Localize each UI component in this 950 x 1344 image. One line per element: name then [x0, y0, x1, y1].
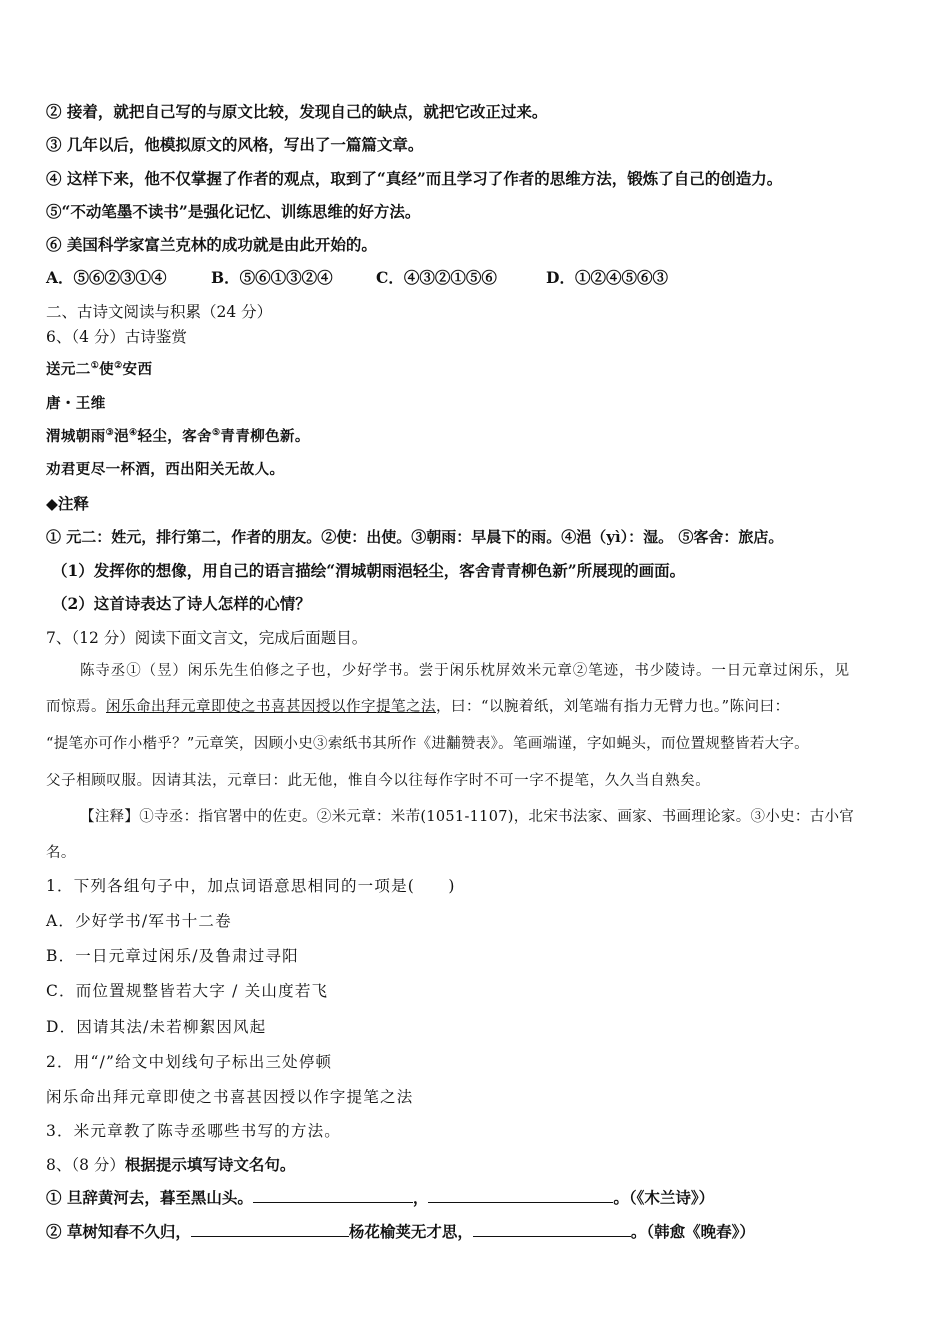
passage-line-2: 而惊焉。闲乐命出拜元章即使之书喜甚因授以作字提笔之法，曰：“以腕着纸，刘笔端有指力无臂力也。”陈问曰： [46, 699, 790, 715]
q8-line-2: ② 草树知春不久归， 杨花榆荚无才思， 。（韩愈《晚春》） [46, 1222, 755, 1241]
notes-heading: ◆注释 [46, 494, 89, 513]
q8-header: 8、（8 分）根据提示填写诗文名句。 [46, 1155, 296, 1174]
passage-line-1: 陈寺丞①（昱）闲乐先生伯修之子也，少好学书。尝于闲乐枕屏效米元章②笔迹，书少陵诗。一日元章过闲乐，见 [80, 663, 850, 679]
poem-notes: ① 元二：姓元，排行第二，作者的朋友。②使：出使。③朝雨：早晨下的雨。④浥（yì）：湿。 ⑤客舍：旅店。 [46, 528, 784, 546]
sentence-3: ③ 几年以后，他模拟原文的风格，写出了一篇篇文章。 [46, 135, 424, 154]
q7-option-c[interactable]: C．而位置规整皆若大字 / 关山度若飞 [46, 982, 329, 1000]
poem-title: 送元二①使②安西 [46, 361, 153, 378]
sentence-6: ⑥ 美国科学家富兰克林的成功就是由此开始的。 [46, 235, 377, 254]
passage-line-4: 父子相顾叹服。因请其法，元章曰：此无他，惟自今以往每作字时不可一字不提笔，久久当自熟矣。 [46, 773, 711, 789]
q7-question-2: 2．用“/”给文中划线句子标出三处停顿 [46, 1053, 333, 1071]
q8-line-1: ① 旦辞黄河去，暮至黑山头。 ， 。（《木兰诗》） [46, 1188, 715, 1207]
passage-note-1: 【注释】①寺丞：指官署中的佐吏。②米元章：米芾(1051-1107)，北宋书法家、画家、书画理论家。③小史：古小官 [80, 809, 855, 825]
q6-sub-1: （1）发挥你的想像，用自己的语言描绘“渭城朝雨浥轻尘，客舍青青柳色新”所展现的画面。 [52, 561, 686, 580]
q7-question-2-sentence: 闲乐命出拜元章即使之书喜甚因授以作字提笔之法 [46, 1088, 414, 1106]
q7-header: 7、（12 分）阅读下面文言文，完成后面题目。 [46, 629, 368, 647]
passage-note-2: 名。 [46, 845, 76, 861]
q6-header: 6、（4 分）古诗鉴赏 [46, 328, 187, 346]
fill-blank[interactable] [191, 1221, 349, 1237]
q6-sub-2: （2）这首诗表达了诗人怎样的心情？ [52, 594, 311, 613]
answer-options-row [46, 267, 668, 289]
poem-author: 唐・王维 [46, 395, 106, 412]
option-c[interactable]: C．④③②①⑤⑥ [376, 268, 497, 287]
option-b[interactable]: B．⑤⑥①③②④ [211, 268, 333, 287]
underlined-sentence: 闲乐命出拜元章即使之书喜甚因授以作字提笔之法 [106, 699, 436, 715]
fill-blank[interactable] [253, 1187, 413, 1203]
section-2-heading: 二、古诗文阅读与积累（24 分） [46, 303, 273, 321]
option-d[interactable]: D．①②④⑤⑥③ [546, 268, 668, 287]
fill-blank[interactable] [473, 1221, 631, 1237]
fill-blank[interactable] [428, 1187, 613, 1203]
poem-line-2: 劝君更尽一杯酒，西出阳关无故人。 [46, 461, 285, 478]
sentence-2: ② 接着，就把自己写的与原文比较，发现自己的缺点，就把它改正过来。 [46, 102, 548, 121]
q7-option-b[interactable]: B．一日元章过闲乐/及鲁肃过寻阳 [46, 947, 299, 965]
passage-line-3: “提笔亦可作小楷乎？”元章笑，因顾小史③索纸书其所作《进黼赞表》。笔画端谨，字如蝇头，而位置规整皆若大字。 [46, 736, 809, 752]
q7-option-a[interactable]: A．少好学书/军书十二卷 [46, 912, 232, 930]
q7-option-d[interactable]: D．因请其法/未若柳絮因风起 [46, 1018, 267, 1036]
sentence-5: ⑤“不动笔墨不读书”是强化记忆、训练思维的好方法。 [46, 202, 421, 221]
option-a[interactable]: A．⑤⑥②③①④ [46, 268, 167, 287]
q7-question-1: 1．下列各组句子中，加点词语意思相同的一项是( ) [46, 877, 456, 895]
sentence-4: ④ 这样下来，他不仅掌握了作者的观点，取到了“真经”而且学习了作者的思维方法，锻炼了自己的创造力。 [46, 169, 783, 188]
poem-line-1: 渭城朝雨③浥④轻尘，客舍⑤青青柳色新。 [46, 428, 310, 445]
q7-question-3: 3．米元章教了陈寺丞哪些书写的方法。 [46, 1122, 341, 1140]
